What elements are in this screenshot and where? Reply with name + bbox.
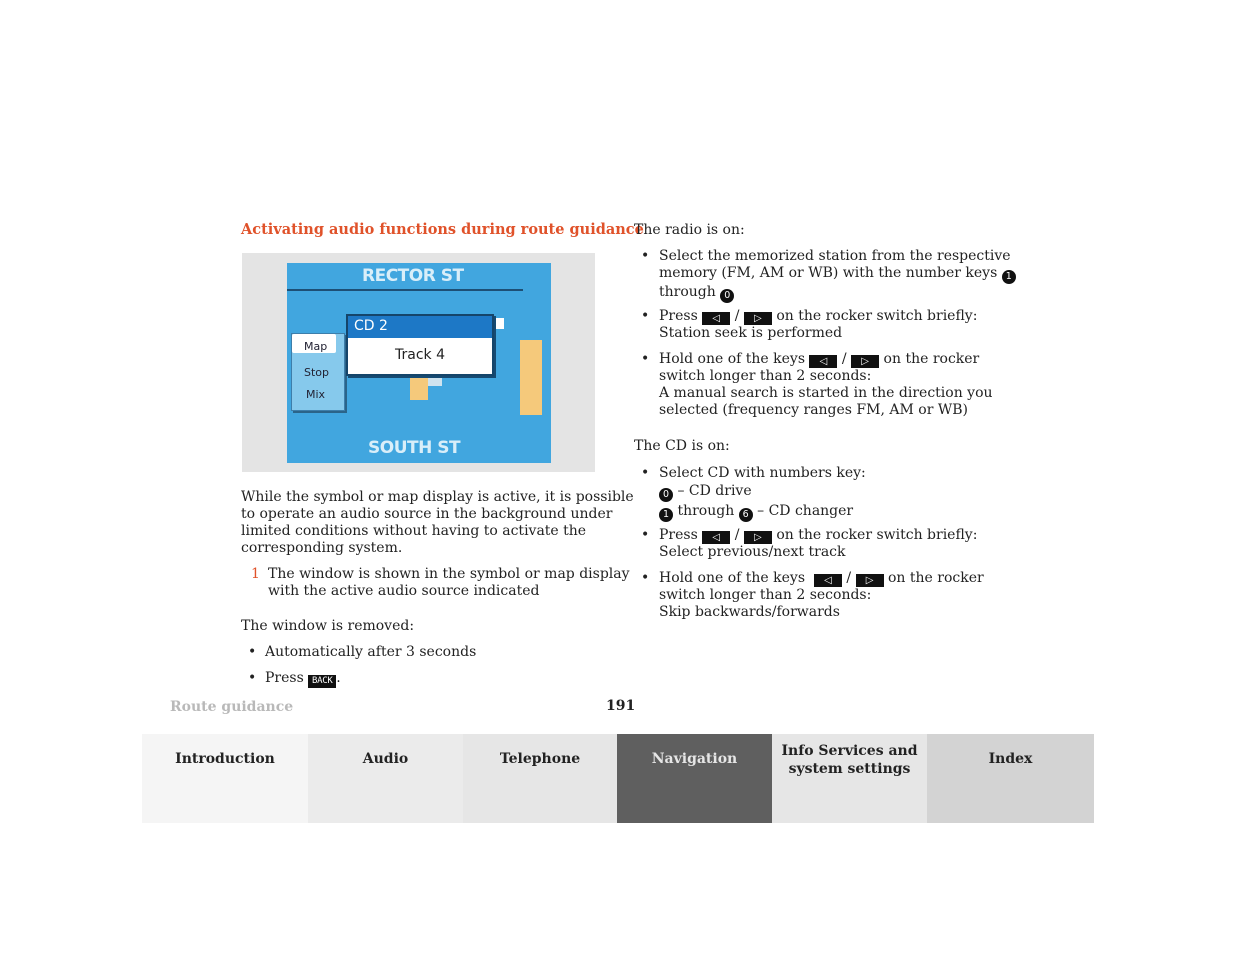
intro-line: limited conditions without having to activate the bbox=[241, 523, 587, 539]
tab-label: Audio bbox=[362, 751, 409, 767]
intro-paragraph bbox=[241, 489, 634, 557]
list-item-text: Press ◁ / ▷ on the rocker switch briefly: Station seek is performed bbox=[659, 308, 978, 341]
audio-menu bbox=[291, 333, 345, 411]
footer-section-label: Route guidance bbox=[170, 699, 294, 715]
map-road-line bbox=[287, 289, 523, 291]
number-key-1-icon: 1 bbox=[659, 508, 673, 522]
tab-label: Index bbox=[988, 751, 1033, 767]
tab-label: Navigation bbox=[651, 751, 738, 767]
rocker-prev-key-icon: ◁ bbox=[814, 574, 842, 587]
number-key-6-icon: 6 bbox=[739, 508, 753, 522]
street-bottom-label: SOUTH ST bbox=[368, 438, 461, 458]
menu-item-mix: Mix bbox=[306, 388, 326, 401]
list-item-text: Hold one of the keys ◁ / ▷ on the rocker switch longer than 2 seconds: A manual search is started in the direction you selected (frequency ranges FM, AM or WB) bbox=[659, 351, 993, 418]
rocker-next-key-icon: ▷ bbox=[744, 312, 772, 325]
item-description bbox=[268, 566, 630, 600]
number-key-0-icon: 0 bbox=[659, 488, 673, 502]
list-item-text: Hold one of the keys ◁ / ▷ on the rocker switch longer than 2 seconds: Skip backwards/forwards bbox=[659, 570, 984, 620]
tab-navigation[interactable] bbox=[617, 734, 772, 823]
street-top-label: RECTOR ST bbox=[362, 266, 464, 286]
tab-index[interactable] bbox=[927, 734, 1094, 823]
rocker-next-key-icon: ▷ bbox=[851, 355, 879, 368]
radio-heading: The radio is on: bbox=[634, 222, 745, 238]
removed-heading: The window is removed: bbox=[241, 618, 415, 634]
tab-label: Info Services and bbox=[781, 743, 918, 759]
number-key-1-icon: 1 bbox=[1002, 270, 1016, 284]
tab-label: system settings bbox=[788, 761, 911, 777]
rocker-next-key-icon: ▷ bbox=[856, 574, 884, 587]
popup-track: Track 4 bbox=[348, 338, 492, 374]
intro-line: to operate an audio source in the background under bbox=[241, 506, 613, 522]
page-number: 191 bbox=[606, 698, 636, 714]
cd-heading: The CD is on: bbox=[634, 438, 730, 454]
menu-item-map: Map bbox=[304, 340, 328, 353]
back-key-icon: BACK bbox=[308, 675, 336, 688]
menu-item-stop: Stop bbox=[304, 366, 330, 379]
map-block bbox=[520, 340, 542, 415]
list-item-text: Select the memorized station from the respective memory (FM, AM or WB) with the number keys 1 through 0 bbox=[659, 248, 1016, 303]
section-title: Activating audio functions during route guidance bbox=[241, 221, 644, 238]
list-item-text: Automatically after 3 seconds bbox=[265, 644, 477, 660]
item-line: with the active audio source indicated bbox=[268, 583, 540, 599]
item-line: The window is shown in the symbol or map display bbox=[268, 566, 630, 582]
marker-square-icon bbox=[493, 318, 504, 329]
tab-label: Telephone bbox=[499, 751, 581, 767]
list-item-text: Press BACK . bbox=[265, 670, 341, 686]
popup-title: CD 2 bbox=[354, 318, 388, 334]
intro-line: While the symbol or map display is active, it is possible bbox=[241, 489, 634, 505]
tab-telephone[interactable] bbox=[463, 734, 617, 823]
audio-source-popup bbox=[346, 314, 494, 376]
tab-info-services[interactable] bbox=[772, 734, 927, 823]
item-number: 1 bbox=[251, 566, 260, 582]
tab-audio[interactable] bbox=[308, 734, 463, 823]
rocker-next-key-icon: ▷ bbox=[744, 531, 772, 544]
chapter-tab-bar bbox=[142, 734, 1094, 823]
navigation-screen-image bbox=[287, 263, 551, 463]
list-item-text: Press ◁ / ▷ on the rocker switch briefly: Select previous/next track bbox=[659, 527, 978, 560]
number-key-0-icon: 0 bbox=[720, 289, 734, 303]
intro-line: corresponding system. bbox=[241, 540, 403, 556]
list-item-text: Select CD with numbers key: 0 – CD drive 1 through 6 – CD changer bbox=[659, 465, 866, 520]
tab-introduction[interactable] bbox=[142, 734, 308, 823]
rocker-prev-key-icon: ◁ bbox=[702, 531, 730, 544]
rocker-prev-key-icon: ◁ bbox=[702, 312, 730, 325]
rocker-prev-key-icon: ◁ bbox=[809, 355, 837, 368]
tab-label: Introduction bbox=[175, 751, 275, 767]
